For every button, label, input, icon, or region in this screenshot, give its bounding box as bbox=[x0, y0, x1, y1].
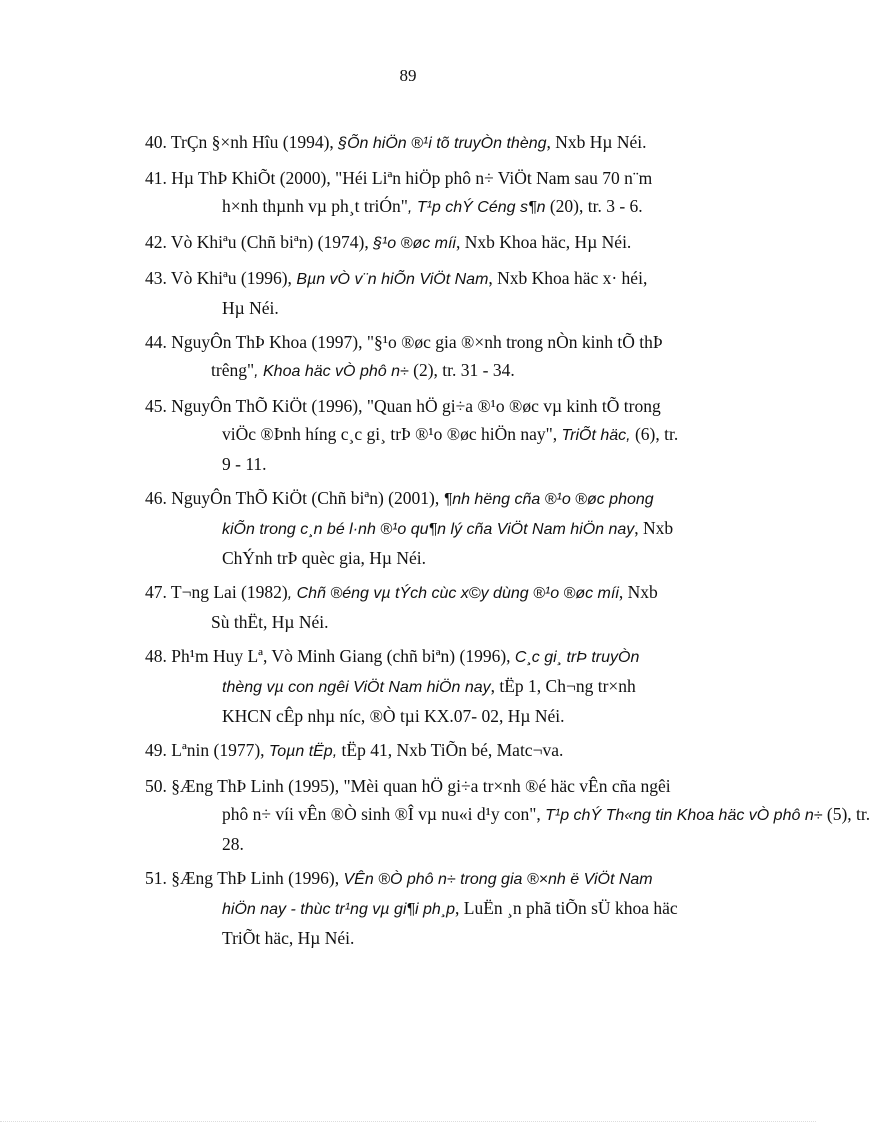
reference-line bbox=[145, 356, 739, 386]
reference-line bbox=[145, 578, 739, 608]
reference-text: , LuËn ¸n phã tiÕn sÜ khoa häc bbox=[455, 898, 678, 918]
reference-text: 51. §Æng ThÞ Linh (1996), bbox=[145, 868, 344, 888]
reference-text: Hµ Néi. bbox=[222, 298, 279, 318]
reference-text: , Nxb Khoa häc, Hµ Néi. bbox=[455, 232, 632, 252]
reference-title: VÊn ®Ò phô n÷ trong gia ®×nh ë ViÖt Nam bbox=[343, 871, 653, 888]
reference-title: kiÕn trong c¸n bé l·nh ®¹o qu¶n lý cña ViÖt Nam hiÖn nay bbox=[222, 521, 635, 538]
reference-text: ChÝnh trÞ quèc gia, Hµ Néi. bbox=[222, 548, 427, 568]
reference-text: 50. §Æng ThÞ Linh (1995), "Mèi quan hÖ gi÷a tr×nh ®é häc vÊn cña ngêi bbox=[145, 776, 671, 796]
reference-text: Sù thËt, Hµ Néi. bbox=[211, 612, 329, 632]
reference-line bbox=[145, 192, 739, 222]
reference-line bbox=[145, 894, 739, 924]
reference-text: , Nxb bbox=[634, 518, 674, 538]
page-number: 89 bbox=[399, 66, 417, 85]
reference-text: 48. Ph¹m Huy Lª, Vò Minh Giang (chñ biªn) (1996), bbox=[145, 646, 515, 666]
reference-text: , Nxb Hµ Néi. bbox=[546, 132, 647, 152]
page-bottom-border bbox=[0, 1121, 816, 1122]
reference-line bbox=[145, 544, 739, 572]
reference-title: §Õn hiÖn ®¹i tõ truyÒn thèng bbox=[338, 135, 547, 152]
reference-text: 28. bbox=[222, 834, 244, 854]
reference-text: (5), tr. bbox=[822, 804, 870, 824]
reference-line bbox=[145, 328, 739, 356]
reference-entry bbox=[145, 772, 870, 858]
reference-text: KHCN cÊp nhµ níc, ®Ò tµi KX.07- 02, Hµ Néi. bbox=[222, 706, 565, 726]
reference-title: , Chñ ®éng vµ tÝch cùc x©y dùng ®¹o ®øc míi bbox=[287, 585, 619, 602]
reference-title: T¹p chÝ Th«ng tin Khoa häc vÒ phô n÷ bbox=[545, 807, 823, 824]
reference-line bbox=[145, 450, 739, 478]
reference-line bbox=[145, 420, 739, 450]
reference-entry bbox=[145, 128, 739, 158]
reference-line bbox=[145, 228, 739, 258]
reference-text: 49. Lªnin (1977), bbox=[145, 740, 269, 760]
reference-title: , Khoa häc vÒ phô n÷ bbox=[254, 363, 409, 380]
reference-entry bbox=[145, 228, 739, 258]
reference-entry bbox=[145, 328, 739, 386]
reference-entry bbox=[145, 642, 739, 730]
reference-list bbox=[145, 128, 870, 958]
reference-text: (20), tr. 3 - 6. bbox=[545, 196, 643, 216]
reference-entry bbox=[145, 264, 739, 322]
reference-text: , Nxb Khoa häc x· héi, bbox=[488, 268, 648, 288]
reference-line bbox=[145, 800, 870, 830]
reference-title: thèng vµ con ngêi ViÖt Nam hiÖn nay bbox=[222, 679, 491, 696]
reference-entry bbox=[145, 484, 739, 572]
reference-title: §¹o ®øc míi bbox=[373, 235, 456, 252]
reference-text: phô n÷ víi vÊn ®Ò sinh ®Î vµ nu«i d¹y con", bbox=[222, 804, 546, 824]
reference-line bbox=[145, 772, 739, 800]
reference-text: 42. Vò Khiªu (Chñ biªn) (1974), bbox=[145, 232, 374, 252]
reference-text: 9 - 11. bbox=[222, 454, 267, 474]
reference-line bbox=[145, 392, 739, 420]
reference-entry bbox=[145, 164, 739, 222]
reference-line bbox=[145, 264, 739, 294]
reference-line bbox=[145, 864, 739, 894]
reference-title: C¸c gi¸ trÞ truyÒn bbox=[514, 649, 640, 666]
reference-title: hiÖn nay - thùc tr¹ng vµ gi¶i ph¸p bbox=[222, 901, 456, 918]
reference-text: tËp 41, Nxb TiÕn bé, Matc¬va. bbox=[337, 740, 564, 760]
reference-entry bbox=[145, 578, 739, 636]
reference-entry bbox=[145, 864, 739, 952]
reference-line bbox=[145, 484, 739, 514]
reference-text: , tËp 1, Ch¬ng tr×nh bbox=[490, 676, 636, 696]
reference-text: , Nxb bbox=[618, 582, 658, 602]
reference-title: Bµn vÒ v¨n hiÕn ViÖt Nam bbox=[296, 271, 489, 288]
reference-text: (2), tr. 31 - 34. bbox=[408, 360, 515, 380]
reference-line bbox=[145, 672, 739, 702]
reference-text: 41. Hµ ThÞ KhiÕt (2000), "Héi Liªn hiÖp phô n÷ ViÖt Nam sau 70 n¨m bbox=[145, 168, 653, 188]
reference-line bbox=[145, 164, 739, 192]
reference-text: 44. NguyÔn ThÞ Khoa (1997), "§¹o ®øc gia ®×nh trong nÒn kinh tÕ thÞ bbox=[145, 332, 663, 352]
reference-text: 40. TrÇn §×nh Hîu (1994), bbox=[145, 132, 339, 152]
reference-text: h×nh thµnh vµ ph¸t triÓn" bbox=[222, 196, 408, 216]
reference-entry bbox=[145, 736, 739, 766]
reference-text: 43. Vò Khiªu (1996), bbox=[145, 268, 297, 288]
reference-text: viÖc ®Þnh híng c¸c gi¸ trÞ ®¹o ®øc hiÖn nay", bbox=[222, 424, 562, 444]
reference-line bbox=[145, 294, 739, 322]
reference-title: TriÕt häc, bbox=[561, 427, 631, 444]
reference-text: TriÕt häc, Hµ Néi. bbox=[222, 928, 355, 948]
reference-line bbox=[145, 924, 739, 952]
reference-line bbox=[145, 128, 739, 158]
reference-text: (6), tr. bbox=[630, 424, 679, 444]
reference-text: 45. NguyÔn ThÕ KiÖt (1996), "Quan hÖ gi÷a ®¹o ®øc vµ kinh tÕ trong bbox=[145, 396, 661, 416]
reference-line bbox=[145, 514, 739, 544]
reference-title: ¶nh hëng cña ®¹o ®øc phong bbox=[443, 491, 654, 508]
reference-line bbox=[145, 736, 739, 766]
reference-text: 46. NguyÔn ThÕ KiÖt (Chñ biªn) (2001), bbox=[145, 488, 444, 508]
reference-line bbox=[145, 608, 739, 636]
reference-text: trêng" bbox=[211, 360, 255, 380]
reference-title: Toµn tËp, bbox=[268, 743, 338, 760]
reference-title: , T¹p chÝ Céng s¶n bbox=[407, 199, 546, 216]
reference-line bbox=[145, 702, 739, 730]
reference-line bbox=[145, 830, 739, 858]
reference-entry bbox=[145, 392, 739, 478]
reference-line bbox=[145, 642, 739, 672]
reference-text: 47. T¬ng Lai (1982) bbox=[145, 582, 288, 602]
